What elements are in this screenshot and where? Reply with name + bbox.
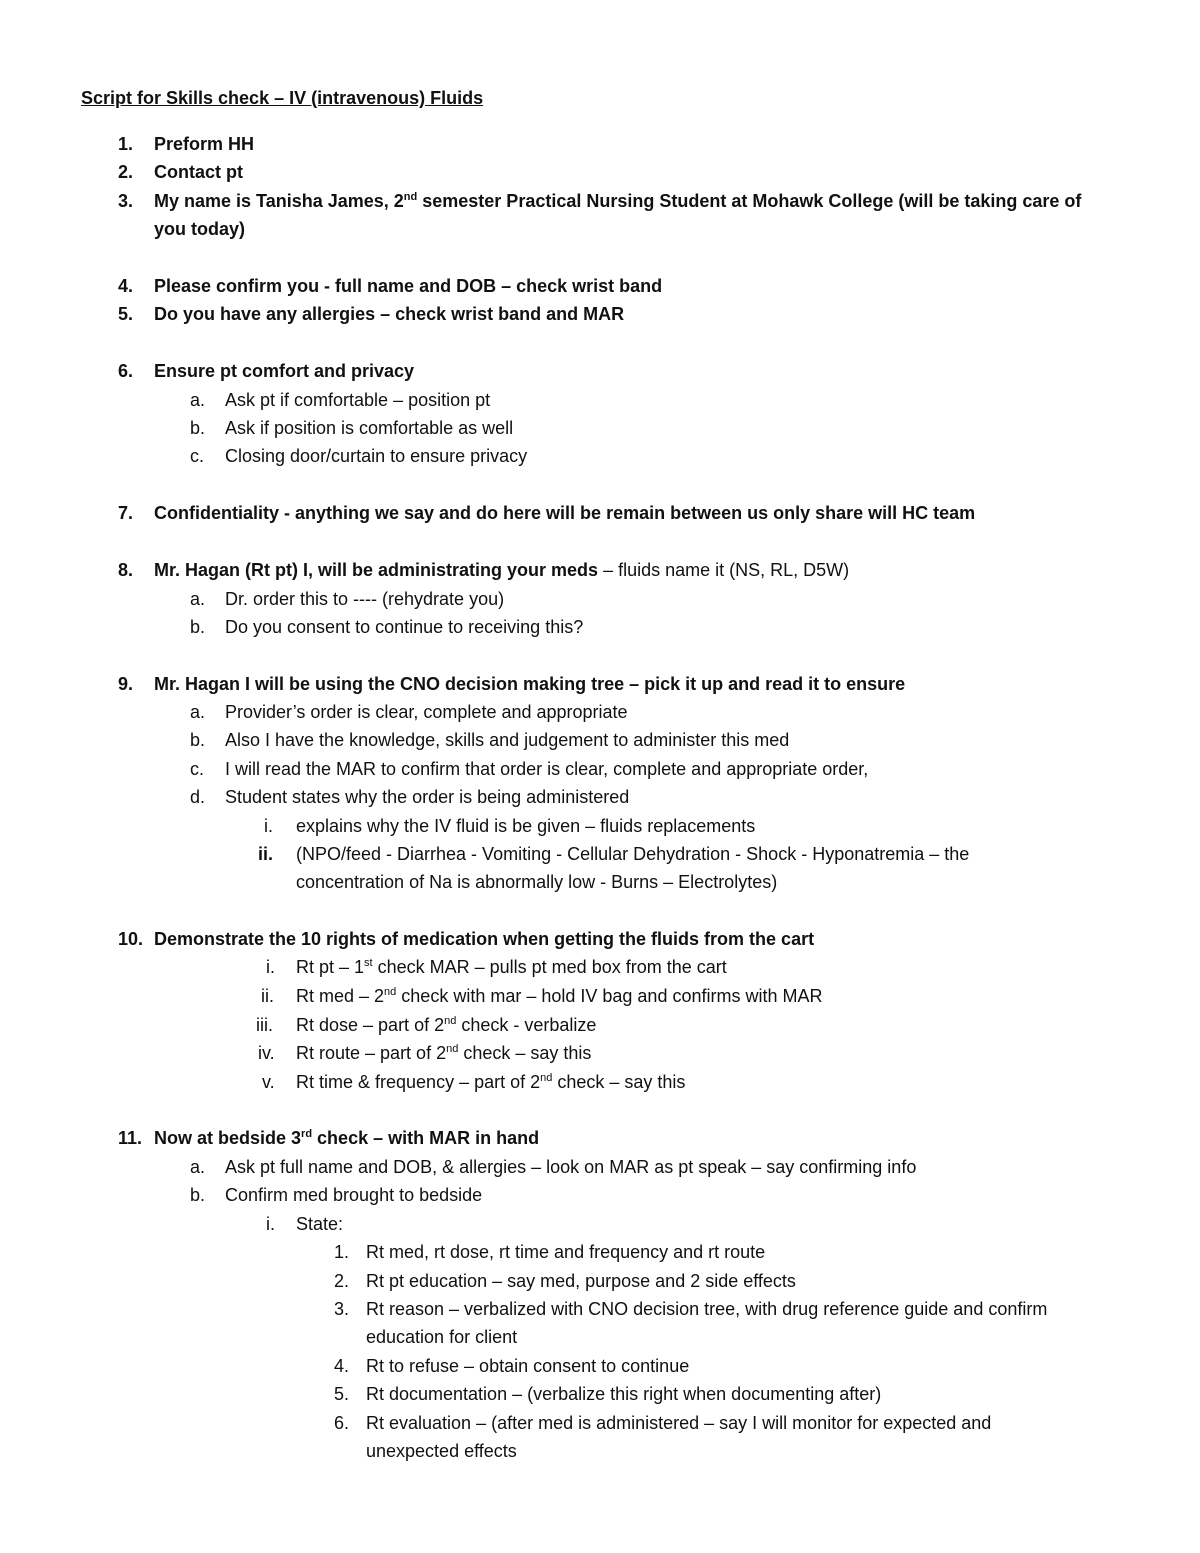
step-text: Rt documentation – (verbalize this right when documenting after) bbox=[366, 1384, 882, 1404]
item-text: Preform HH bbox=[154, 134, 255, 154]
step-text: Rt med, rt dose, rt time and frequency and rt route bbox=[366, 1242, 766, 1262]
item-text: Mr. Hagan (Rt pt) I, will be administrating your meds – fluids name it (NS, RL, D5W) bbox=[154, 560, 850, 580]
step-number: 1. bbox=[334, 1242, 350, 1262]
sub-item-text: Closing door/curtain to ensure privacy bbox=[225, 446, 528, 466]
roman-numeral: iii. bbox=[256, 1015, 273, 1035]
sub-item-letter: c. bbox=[190, 759, 205, 779]
sub-item-letter: a. bbox=[190, 589, 206, 609]
item-text: Contact pt bbox=[154, 162, 243, 182]
roman-numeral: iv. bbox=[258, 1043, 275, 1063]
right-item-text: Rt med – 2nd check with mar – hold IV bag and confirms with MAR bbox=[296, 986, 823, 1006]
sub-sub-item-text: explains why the IV fluid is be given – fluids replacements bbox=[296, 816, 756, 836]
sub-item-text: Do you consent to continue to receiving this? bbox=[225, 617, 584, 637]
item-number: 7. bbox=[118, 503, 134, 523]
roman-numeral: v. bbox=[262, 1072, 275, 1092]
step-number: 5. bbox=[334, 1384, 350, 1404]
sub-sub-item-text-continued: concentration of Na is abnormally low - Burns – Electrolytes) bbox=[296, 872, 778, 892]
item-number: 3. bbox=[118, 191, 134, 211]
sub-item-letter: b. bbox=[190, 418, 206, 438]
item-number: 9. bbox=[118, 674, 134, 694]
item-number: 11. bbox=[118, 1128, 143, 1148]
item-text: Demonstrate the 10 rights of medication when getting the fluids from the cart bbox=[154, 929, 815, 949]
item-text: Ensure pt comfort and privacy bbox=[154, 361, 415, 381]
roman-numeral: ii. bbox=[261, 986, 274, 1006]
item-text-continued: you today) bbox=[154, 219, 246, 239]
step-text: Rt pt education – say med, purpose and 2 side effects bbox=[366, 1271, 796, 1291]
sub-item-letter: d. bbox=[190, 787, 206, 807]
item-number: 8. bbox=[118, 560, 134, 580]
item-number: 4. bbox=[118, 276, 134, 296]
roman-numeral: i. bbox=[264, 816, 273, 836]
sub-sub-item-text: (NPO/feed - Diarrhea - Vomiting - Cellular Dehydration - Shock - Hyponatremia – the bbox=[296, 844, 970, 864]
sub-item-text: Ask pt if comfortable – position pt bbox=[225, 390, 491, 410]
item-number: 5. bbox=[118, 304, 134, 324]
sub-item-text: Ask pt full name and DOB, & allergies – look on MAR as pt speak – say confirming info bbox=[225, 1157, 917, 1177]
item-number: 2. bbox=[118, 162, 134, 182]
item-number: 10. bbox=[118, 929, 144, 949]
step-number: 2. bbox=[334, 1271, 350, 1291]
step-number: 4. bbox=[334, 1356, 350, 1376]
step-text: Rt to refuse – obtain consent to continue bbox=[366, 1356, 690, 1376]
sub-item-text: Also I have the knowledge, skills and judgement to administer this med bbox=[225, 730, 790, 750]
sub-item-letter: b. bbox=[190, 1185, 206, 1205]
item-text: My name is Tanisha James, 2nd semester Practical Nursing Student at Mohawk College (will be taking care of bbox=[154, 191, 1082, 211]
sub-item-text: Dr. order this to ---- (rehydrate you) bbox=[225, 589, 505, 609]
roman-numeral: ii. bbox=[258, 844, 274, 864]
item-number: 1. bbox=[118, 134, 134, 154]
item-text: Now at bedside 3rd check – with MAR in hand bbox=[154, 1128, 540, 1148]
document-title: Script for Skills check – IV (intravenous) Fluids bbox=[81, 88, 484, 108]
step-number: 3. bbox=[334, 1299, 350, 1319]
sub-item-letter: a. bbox=[190, 702, 206, 722]
roman-numeral: i. bbox=[266, 957, 275, 977]
right-item-text: Rt time & frequency – part of 2nd check – say this bbox=[296, 1072, 686, 1092]
item-text: Please confirm you - full name and DOB – check wrist band bbox=[154, 276, 663, 296]
step-number: 6. bbox=[334, 1413, 350, 1433]
step-text: Rt evaluation – (after med is administered – say I will monitor for expected and bbox=[366, 1413, 992, 1433]
step-text-continued: unexpected effects bbox=[366, 1441, 517, 1461]
item-text: Do you have any allergies – check wrist band and MAR bbox=[154, 304, 625, 324]
roman-numeral: i. bbox=[266, 1214, 275, 1234]
sub-item-text: Ask if position is comfortable as well bbox=[225, 418, 514, 438]
sub-item-text: I will read the MAR to confirm that order is clear, complete and appropriate order, bbox=[225, 759, 869, 779]
sub-item-letter: a. bbox=[190, 1157, 206, 1177]
sub-item-text: Confirm med brought to bedside bbox=[225, 1185, 483, 1205]
sub-item-text: Student states why the order is being administered bbox=[225, 787, 630, 807]
item-text: Confidentiality - anything we say and do here will be remain between us only share will HC team bbox=[154, 503, 976, 523]
step-text: Rt reason – verbalized with CNO decision tree, with drug reference guide and confirm bbox=[366, 1299, 1048, 1319]
sub-item-letter: b. bbox=[190, 617, 206, 637]
sub-item-letter: a. bbox=[190, 390, 206, 410]
sub-item-letter: c. bbox=[190, 446, 205, 466]
item-text: Mr. Hagan I will be using the CNO decision making tree – pick it up and read it to ensure bbox=[154, 674, 906, 694]
sub-item-letter: b. bbox=[190, 730, 206, 750]
right-item-text: Rt pt – 1st check MAR – pulls pt med box from the cart bbox=[296, 957, 727, 977]
item-number: 6. bbox=[118, 361, 134, 381]
right-item-text: Rt route – part of 2nd check – say this bbox=[296, 1043, 592, 1063]
sub-item-text: Provider’s order is clear, complete and appropriate bbox=[225, 702, 628, 722]
step-text-continued: education for client bbox=[366, 1327, 518, 1347]
right-item-text: Rt dose – part of 2nd check - verbalize bbox=[296, 1015, 597, 1035]
sub-sub-item-text: State: bbox=[296, 1214, 344, 1234]
